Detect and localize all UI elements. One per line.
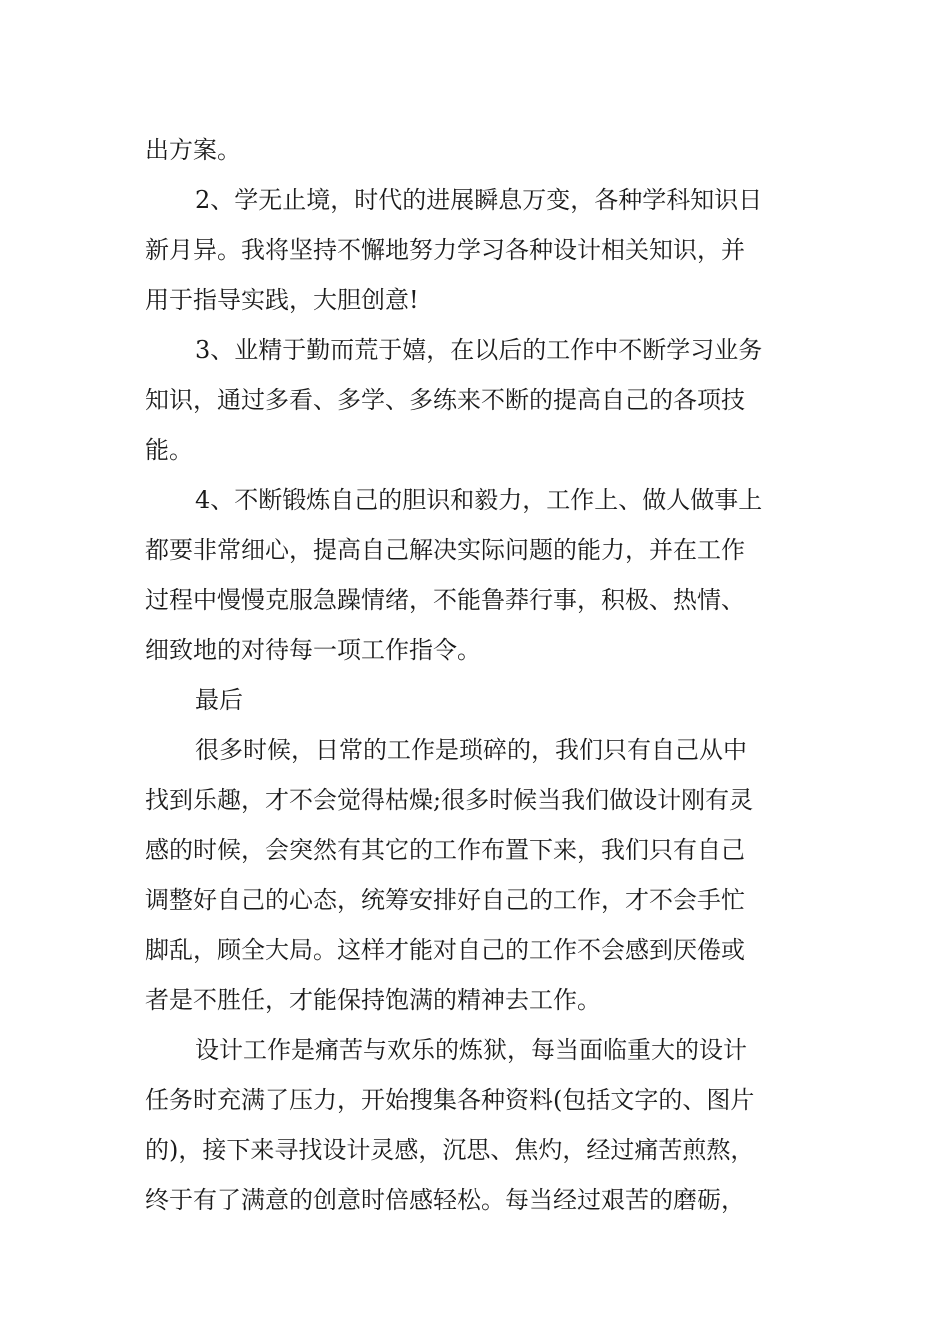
text-line: 2、学无止境，时代的进展瞬息万变，各种学科知识日 <box>195 186 763 214</box>
text-line: 的)，接下来寻找设计灵感，沉思、焦灼，经过痛苦煎熬， <box>145 1136 755 1164</box>
text-line: 找到乐趣，才不会觉得枯燥;很多时候当我们做设计刚有灵 <box>145 786 754 814</box>
text-line: 设计工作是痛苦与欢乐的炼狱，每当面临重大的设计 <box>195 1036 747 1064</box>
text-line: 出方案。 <box>145 136 241 164</box>
text-line: 终于有了满意的创意时倍感轻松。每当经过艰苦的磨砺， <box>145 1186 745 1214</box>
text-line: 3、业精于勤而荒于嬉，在以后的工作中不断学习业务 <box>195 336 763 364</box>
text-line: 过程中慢慢克服急躁情绪，不能鲁莽行事，积极、热情、 <box>145 586 745 614</box>
text-line: 调整好自己的心态，统筹安排好自己的工作，才不会手忙 <box>145 886 745 914</box>
text-line: 很多时候，日常的工作是琐碎的，我们只有自己从中 <box>195 736 747 764</box>
text-line: 能。 <box>145 436 193 464</box>
text-line: 脚乱，顾全大局。这样才能对自己的工作不会感到厌倦或 <box>145 936 745 964</box>
text-line: 都要非常细心，提高自己解决实际问题的能力，并在工作 <box>145 536 745 564</box>
text-line: 细致地的对待每一项工作指令。 <box>145 636 481 664</box>
text-line: 知识，通过多看、多学、多练来不断的提高自己的各项技 <box>145 386 745 414</box>
text-line: 任务时充满了压力，开始搜集各种资料(包括文字的、图片 <box>145 1086 755 1114</box>
text-line: 4、不断锻炼自己的胆识和毅力，工作上、做人做事上 <box>195 486 763 514</box>
section-heading: 最后 <box>195 686 243 714</box>
text-line: 感的时候，会突然有其它的工作布置下来，我们只有自己 <box>145 836 745 864</box>
text-line: 用于指导实践，大胆创意! <box>145 286 419 314</box>
text-line: 者是不胜任，才能保持饱满的精神去工作。 <box>145 986 601 1014</box>
text-line: 新月异。我将坚持不懈地努力学习各种设计相关知识，并 <box>145 236 745 264</box>
